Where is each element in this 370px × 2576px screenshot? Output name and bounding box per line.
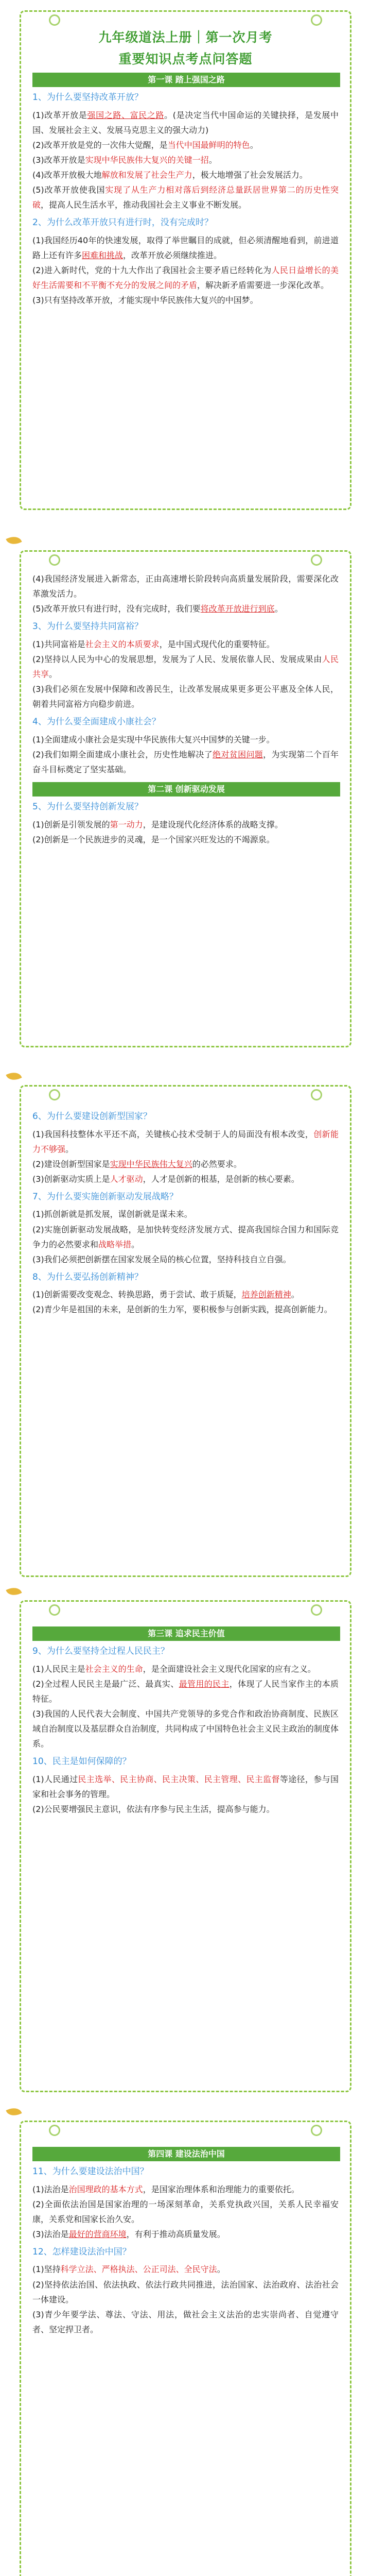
leaf-icon	[6, 533, 22, 547]
binder-hole-icon	[311, 2125, 322, 2136]
answer: (2)我们如期全面建成小康社会，历史性地解决了绝对贫困问题，为实现第二个百年奋斗目标奠定了坚实基础。	[32, 749, 339, 775]
binder-hole-icon	[49, 554, 60, 566]
card-5	[20, 2121, 351, 2576]
question: 9、为什么要坚持全过程人民民主？	[32, 1646, 169, 1656]
leaf-icon	[6, 2105, 22, 2119]
answer: (1)人民通过民主选举、民主协商、民主决策、民主管理、民主监督等途径，参与国家和社会事务的管理。	[32, 1774, 339, 1799]
answer: (3)青少年要学法、尊法、守法、用法，做社会主义法治的忠实崇尚者、自觉遵守者、坚定捍卫者。	[32, 2309, 339, 2334]
answer: (2)全面依法治国是国家治理的一场深刻革命，关系党执政兴国，关系人民幸福安康，关系党和国家长治久安。	[32, 2199, 339, 2224]
question: 12、怎样建设法治中国？	[32, 2246, 131, 2257]
section-bar-lesson-1: 第一课 踏上强国之路	[32, 73, 340, 87]
leaf-icon	[6, 1069, 22, 1083]
answer: (2)创新是一个民族进步的灵魂，是一个国家兴旺发达的不竭源泉。	[32, 834, 275, 844]
page-title: 九年级道法上册｜第一次月考	[98, 30, 273, 45]
answer: (2)公民要增强民主意识，依法有序参与民主生活，提高参与能力。	[32, 1804, 275, 1814]
card-1	[20, 10, 351, 510]
card-4	[20, 1600, 351, 2092]
header	[32, 18, 339, 67]
answer: (1)我国科技整体水平还不高，关键核心技术受制于人的局面没有根本改变，创新能力不够强。	[32, 1129, 339, 1154]
answer: (4)我国经济发展进入新常态，正由高速增长阶段转向高质量发展阶段，需要深化改革激发活力。	[32, 574, 339, 599]
question: 6、为什么要建设创新型国家？	[32, 1111, 152, 1122]
answer: (1)人民民主是社会主义的生命，是全面建设社会主义现代化国家的应有之义。	[32, 1664, 316, 1674]
answer: (1)改革开放是强国之路、富民之路。(是决定当代中国命运的关键抉择，是发展中国、发展社会主义、发展马克思主义的强大动力)	[32, 110, 339, 135]
answer: (3)我们必须把创新摆在国家发展全局的核心位置，坚持科技自立自强。	[32, 1254, 291, 1264]
leaf-icon	[6, 1584, 22, 1598]
answer: (3)改革开放是实现中华民族伟大复兴的关键一招。	[32, 155, 217, 165]
answer: (2)改革开放是党的一次伟大觉醒，是当代中国最鲜明的特色。	[32, 140, 258, 150]
answer: (1)法治是治国理政的基本方式，是国家治理体系和治理能力的重要依托。	[32, 2184, 299, 2194]
section-bar-lesson-2: 第二课 创新驱动发展	[32, 782, 340, 796]
answer: (1)抓创新就是抓发展，谋创新就是谋未来。	[32, 1209, 192, 1219]
answer: (3)只有坚持改革开放，才能实现中华民族伟大复兴的中国梦。	[32, 295, 258, 306]
question: 5、为什么要坚持创新发展？	[32, 802, 143, 812]
answer: (3)我国的人民代表大会制度、中国共产党领导的多党合作和政治协商制度、民族区域自治制度以及基层群众自治制度，共同构成了中国特色社会主义民主政治的制度体系。	[32, 1708, 339, 1749]
answer: (2)实施创新驱动发展战略，是加快转变经济发展方式、提高我国综合国力和国际竞争力的必然要求和战略举措。	[32, 1224, 339, 1249]
answer: (1)创新是引领发展的第一动力，是建设现代化经济体系的战略支撑。	[32, 819, 283, 829]
answer: (3)创新驱动实质上是人才驱动，人才是创新的根基，是创新的核心要素。	[32, 1174, 299, 1184]
page-subtitle: 重要知识点考点问答题	[118, 52, 253, 66]
question: 4、为什么要全面建成小康社会？	[32, 717, 161, 727]
answer: (2)进入新时代，党的十九大作出了我国社会主要矛盾已经转化为人民日益增长的美好生活需要和不平衡不充分的发展之间的矛盾，解决新矛盾需要进一步深化改革。	[32, 265, 339, 291]
answer: (1)创新需要改变观念、转换思路，勇于尝试、敢于质疑，培养创新精神。	[32, 1290, 299, 1300]
answer: (5)改革开放只有进行时，没有完成时，我们要将改革开放进行到底。	[32, 604, 283, 614]
binder-hole-icon	[49, 2125, 60, 2136]
question: 7、为什么要实施创新驱动发展战略？	[32, 1191, 178, 1202]
question: 2、为什么改革开放只有进行时，没有完成时？	[32, 217, 213, 228]
answer: (2)青少年是祖国的未来，是创新的生力军，要积极参与创新实践，提高创新能力。	[32, 1304, 332, 1315]
question: 10、民主是如何保障的？	[32, 1756, 131, 1767]
binder-hole-icon	[311, 1089, 322, 1100]
binder-hole-icon	[311, 1604, 322, 1616]
answer: (2)坚持以人民为中心的发展思想，发展为了人民、发展依靠人民、发展成果由人民共享。	[32, 654, 339, 680]
binder-hole-icon	[49, 14, 60, 26]
answer: (2)全过程人民民主是最广泛、最真实、最管用的民主，体现了人民当家作主的本质特征。	[32, 1679, 339, 1704]
card-2	[20, 550, 351, 1047]
answer: (5)改革开放使我国实现了从生产力相对落后到经济总量跃居世界第二的历史性突破，提高人民生活水平，推动我国社会主义事业不断发展。	[32, 185, 339, 210]
binder-hole-icon	[49, 1089, 60, 1100]
binder-hole-icon	[311, 554, 322, 566]
binder-hole-icon	[311, 14, 322, 26]
answer: (1)共同富裕是社会主义的本质要求，是中国式现代化的重要特征。	[32, 639, 275, 649]
question: 11、为什么要建设法治中国？	[32, 2166, 149, 2177]
answer: (3)我们必须在发展中保障和改善民生，让改革发展成果更多更公平惠及全体人民，朝着共同富裕方向稳步前进。	[32, 684, 339, 709]
question: 3、为什么要坚持共同富裕？	[32, 621, 143, 632]
question: 1、为什么要坚持改革开放？	[32, 92, 143, 103]
section-bar-lesson-3: 第三课 追求民主价值	[32, 1626, 340, 1641]
answer: (2)坚持依法治国、依法执政、依法行政共同推进，法治国家、法治政府、法治社会一体建设。	[32, 2279, 339, 2304]
answer: (3)法治是最好的营商环境，有利于推动高质量发展。	[32, 2229, 225, 2239]
section-bar-lesson-4: 第四课 建设法治中国	[32, 2147, 340, 2161]
answer: (1)全面建成小康社会是实现中华民族伟大复兴中国梦的关键一步。	[32, 734, 275, 744]
answer: (4)改革开放极大地解放和发展了社会生产力，极大地增强了社会发展活力。	[32, 170, 308, 180]
binder-hole-icon	[49, 1604, 60, 1616]
answer: (1)坚持科学立法、严格执法、公正司法、全民守法。	[32, 2264, 225, 2275]
card-3	[20, 1085, 351, 1577]
answer: (1)我国经历40年的快速发展，取得了举世瞩目的成就，但必须清醒地看到，前进道路上还有许多困难和挑战，改革开放必须继续推进。	[32, 235, 339, 260]
question: 8、为什么要弘扬创新精神？	[32, 1272, 143, 1282]
answer: (2)建设创新型国家是实现中华民族伟大复兴的必然要求。	[32, 1159, 242, 1169]
